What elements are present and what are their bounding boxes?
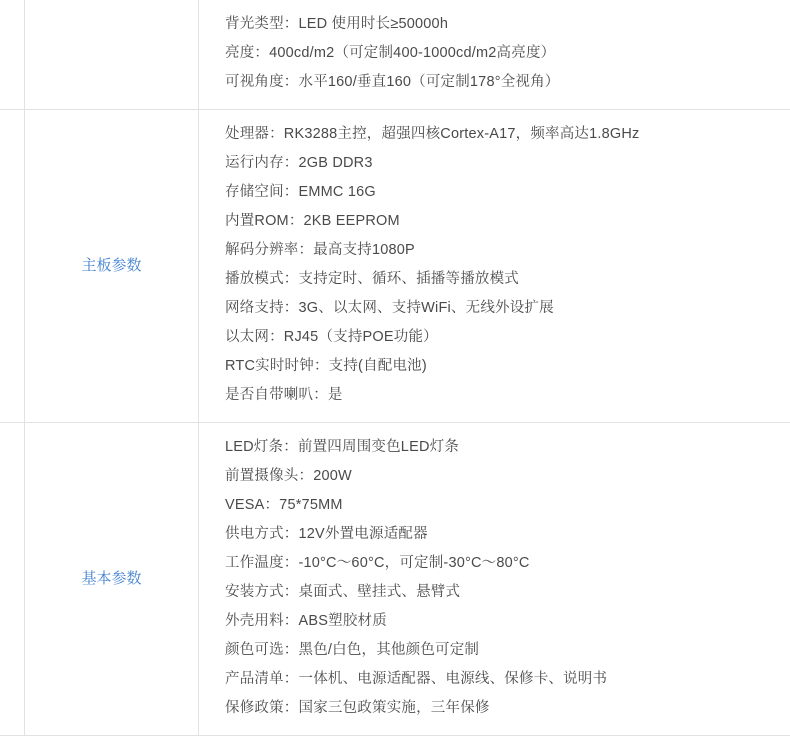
spec-line: 是否自带喇叭：是 <box>225 381 772 410</box>
row-gutter <box>0 0 25 110</box>
spec-line: 安装方式：桌面式、壁挂式、悬臂式 <box>225 578 772 607</box>
spec-line: 处理器：RK3288主控，超强四核Cortex-A17，频率高达1.8GHz <box>225 120 772 149</box>
spec-line: 供电方式：12V外置电源适配器 <box>225 520 772 549</box>
spec-line: RTC实时时钟：支持(自配电池) <box>225 352 772 381</box>
section-label-cell <box>25 423 199 736</box>
spec-line: 播放模式：支持定时、循环、插播等播放模式 <box>225 265 772 294</box>
section-value-cell <box>199 423 790 736</box>
spec-line: 前置摄像头：200W <box>225 462 772 491</box>
spec-line: 颜色可选：黑色/白色，其他颜色可定制 <box>225 636 772 665</box>
table-row <box>0 110 790 423</box>
section-label-cell <box>25 110 199 423</box>
spec-line: 运行内存：2GB DDR3 <box>225 149 772 178</box>
section-value-cell <box>199 0 790 110</box>
spec-line: 亮度：400cd/m2（可定制400-1000cd/m2高亮度） <box>225 39 772 68</box>
spec-line: 网络支持：3G、以太网、支持WiFi、无线外设扩展 <box>225 294 772 323</box>
spec-line: 内置ROM：2KB EEPROM <box>225 207 772 236</box>
spec-line: 产品清单：一体机、电源适配器、电源线、保修卡、说明书 <box>225 665 772 694</box>
section-label: 基本参数 <box>29 567 194 591</box>
section-value-cell <box>199 110 790 423</box>
spec-line: 可视角度：水平160/垂直160（可定制178°全视角） <box>225 68 772 97</box>
spec-line: 解码分辨率：最高支持1080P <box>225 236 772 265</box>
spec-line: 背光类型：LED 使用时长≥50000h <box>225 10 772 39</box>
table-row <box>0 0 790 110</box>
spec-line: LED灯条：前置四周围变色LED灯条 <box>225 433 772 462</box>
spec-line: 存储空间：EMMC 16G <box>225 178 772 207</box>
spec-line: VESA：75*75MM <box>225 491 772 520</box>
section-label-cell <box>25 0 199 110</box>
table-row <box>0 423 790 736</box>
spec-line: 外壳用料：ABS塑胶材质 <box>225 607 772 636</box>
row-gutter <box>0 110 25 423</box>
spec-line: 工作温度：-10°C～60°C，可定制-30°C～80°C <box>225 549 772 578</box>
row-gutter <box>0 423 25 736</box>
spec-line: 保修政策：国家三包政策实施，三年保修 <box>225 694 772 723</box>
spec-line: 以太网：RJ45（支持POE功能） <box>225 323 772 352</box>
section-label: 主板参数 <box>29 254 194 278</box>
